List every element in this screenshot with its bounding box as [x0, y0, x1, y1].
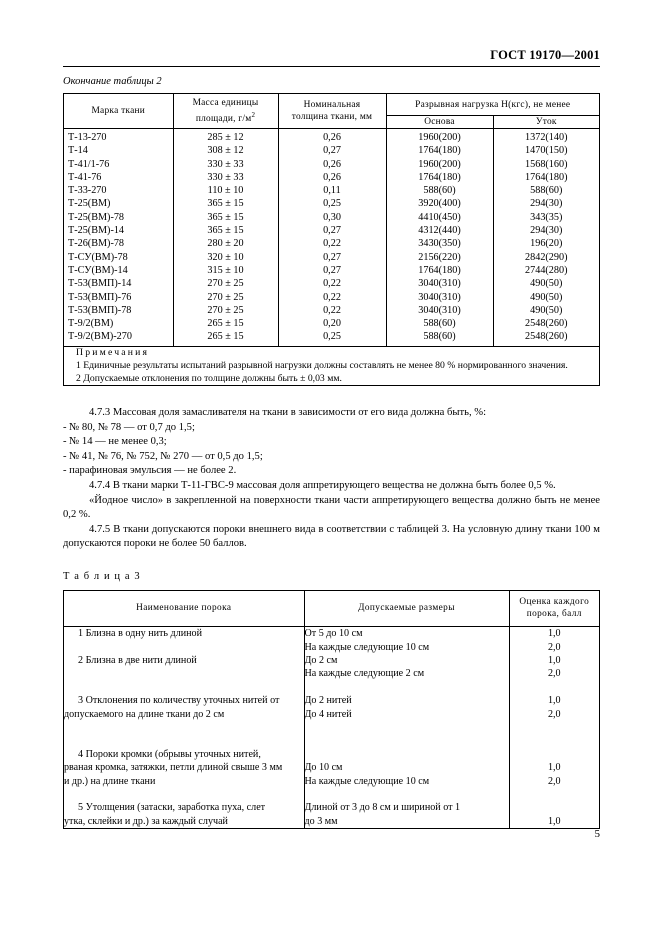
- table2-cell-warp: 4410(450): [386, 211, 493, 224]
- table2-caption: Окончание таблицы 2: [63, 76, 162, 87]
- table2-row: [64, 184, 599, 197]
- table2-cell-weft: 2744(280): [525, 264, 568, 276]
- table2-cell-thickness: 0,30: [278, 211, 386, 224]
- table2-cell-mass: 265 ± 15: [173, 317, 278, 330]
- table2-header-mass-line2: площади, г/м: [195, 114, 252, 125]
- table3-allowed-size-line: Длиной от 3 до 8 см и шириной от 1: [304, 802, 461, 814]
- table2-cell-thickness: 0,27: [278, 264, 386, 277]
- table2-cell-thickness: 0,26: [278, 129, 386, 145]
- table2-note-1: 1 Единичные результаты испытаний разрывной нагрузки должны составлять не менее 80 % нормированного значения.: [76, 360, 568, 372]
- table2-header-breaking-load: Разрывная нагрузка Н(кгс), не менее: [386, 94, 599, 116]
- clause-4-7-4: 4.7.4 В ткани марки Т-11-ГВС-9 массовая доля аппретирующего вещества не должна быть более 0,5 %.: [89, 480, 556, 491]
- table2-header-thickness-line2: толщина ткани, мм: [291, 112, 373, 122]
- layout-spacer: [305, 788, 509, 801]
- table2-header-weft: Уток: [493, 116, 599, 129]
- table3-header-score-line2: порока, балл: [526, 608, 582, 619]
- table2-cell-mass: 110 ± 10: [173, 184, 278, 197]
- table2-cell-brand: Т-41-76: [64, 171, 173, 184]
- table2-cell-weft: 294(30): [530, 198, 563, 210]
- table2-notes-title: Примечания: [76, 346, 150, 358]
- table3-row: [64, 681, 599, 721]
- table2-row: [64, 158, 599, 171]
- table3-defect-name-line: 5 Утолщения (затаски, заработка пуха, слет: [78, 802, 266, 814]
- table2-header-brand: Марка ткани: [64, 94, 173, 129]
- table2-cell-thickness: 0,22: [278, 277, 386, 290]
- table2-header-warp: Основа: [386, 116, 493, 129]
- table2-cell-thickness: 0,25: [278, 197, 386, 210]
- table2-cell-warp: 588(60): [386, 330, 493, 346]
- table3-cell-score: [509, 788, 599, 828]
- table2-cell-brand: Т-25(ВМ)-78: [64, 211, 173, 224]
- table3-cell-defect-name: [64, 681, 304, 721]
- table2-cell-warp: 588(60): [386, 317, 493, 330]
- table2-cell-thickness: 0,22: [278, 304, 386, 317]
- table3-score-line: [510, 801, 600, 814]
- table2-cell-weft: 1764(180): [525, 171, 568, 183]
- table3-defect-name-line: утка, склейки и др.) за каждый случай: [64, 815, 228, 827]
- table2-cell-weft: 1372(140): [525, 132, 568, 143]
- table3-cell-score: [509, 654, 599, 681]
- table3-cell-allowed-sizes: [304, 788, 509, 828]
- table2-cell-mass: 265 ± 15: [173, 330, 278, 346]
- table3-allowed-size-line: До 2 нитей: [304, 695, 352, 707]
- table3-score-line: 2,0: [547, 641, 561, 653]
- header-divider-rule: [63, 66, 600, 67]
- table2-cell-weft: 294(30): [530, 225, 563, 237]
- table2-cell-warp: 3430(350): [386, 237, 493, 250]
- layout-spacer: [305, 721, 509, 734]
- table2-cell-mass: 315 ± 10: [173, 264, 278, 277]
- table2-cell-thickness: 0,22: [278, 237, 386, 250]
- table3-body: [64, 627, 599, 829]
- table2-cell-warp: 4312(440): [386, 224, 493, 237]
- table2-cell-brand: Т-9/2(ВМ): [64, 317, 173, 330]
- layout-spacer: [510, 734, 600, 747]
- table2-cell-warp: 2156(220): [386, 251, 493, 264]
- table2-row: [64, 144, 599, 157]
- layout-spacer: [64, 681, 304, 694]
- clause-4-7-3-item-1: - № 80, № 78 — от 0,7 до 1,5;: [63, 421, 195, 433]
- layout-spacer: [64, 734, 304, 747]
- table2-cell-thickness: 0,11: [278, 184, 386, 197]
- table3-defect-name-line: 4 Пороки кромки (обрывы уточных нитей,: [78, 748, 261, 760]
- table2-cell-brand: Т-СУ(ВМ)-14: [64, 264, 173, 277]
- table3-header-group: [64, 591, 599, 627]
- layout-spacer: [510, 748, 600, 761]
- table3-cell-defect-name: [64, 654, 304, 681]
- table2-cell-mass: 365 ± 15: [173, 224, 278, 237]
- table2-notes-group: [64, 346, 599, 385]
- page-number: 5: [594, 828, 600, 840]
- table3-header-allowed-sizes: Допускаемые размеры: [304, 591, 509, 627]
- table2-cell-mass: 365 ± 15: [173, 197, 278, 210]
- table2-row: [64, 197, 599, 210]
- table2-cell-warp: 3920(400): [386, 197, 493, 210]
- clause-4-7-3-intro: 4.7.3 Массовая доля замасливателя на ткани в зависимости от его вида должна быть, %:: [89, 407, 487, 418]
- table2-body: [64, 129, 599, 347]
- table2-row: [64, 317, 599, 330]
- table3-score-line: 2,0: [547, 668, 561, 680]
- table2-cell-weft: 588(60): [530, 185, 563, 197]
- table2-notes-cell: [64, 346, 599, 385]
- table2-cell-warp: 1764(180): [386, 264, 493, 277]
- table3-row: [64, 627, 599, 654]
- table2-row: [64, 237, 599, 250]
- table2-cell-weft: 490(50): [530, 304, 563, 316]
- table3-score-line: 2,0: [547, 708, 561, 720]
- table2-cell-thickness: 0,22: [278, 291, 386, 304]
- table3-row: [64, 654, 599, 681]
- layout-spacer: [305, 681, 509, 694]
- table3-allowed-size-line: До 4 нитей: [304, 708, 352, 720]
- table2-cell-warp: 1960(200): [386, 129, 493, 145]
- table3-allowed-size-line: До 10 см: [304, 762, 343, 774]
- clause-4-7-3-item-2: - № 14 — не менее 0,3;: [63, 436, 167, 448]
- table2-cell-thickness: 0,20: [278, 317, 386, 330]
- table2-cell-thickness: 0,26: [278, 158, 386, 171]
- table2-cell-warp: 3040(310): [386, 291, 493, 304]
- table-2: [63, 93, 600, 386]
- table2-cell-brand: Т-26(ВМ)-78: [64, 237, 173, 250]
- table2-row: [64, 277, 599, 290]
- table2-row: [64, 251, 599, 264]
- table3-header-defect-name: Наименование порока: [64, 591, 304, 627]
- table2-cell-mass: 330 ± 33: [173, 171, 278, 184]
- clause-4-7-3-item-3: - № 41, № 76, № 752, № 270 — от 0,5 до 1,5;: [63, 450, 263, 462]
- table3-allowed-size-line: до 3 мм: [304, 815, 338, 827]
- layout-spacer: [64, 788, 304, 801]
- table2-cell-mass: 365 ± 15: [173, 211, 278, 224]
- table3-allowed-size-line: На каждые следующие 2 см: [304, 668, 425, 680]
- table2-row: [64, 304, 599, 317]
- table2-cell-warp: 3040(310): [386, 277, 493, 290]
- table3-cell-allowed-sizes: [304, 627, 509, 654]
- table3-cell-defect-name: [64, 627, 304, 654]
- table2-header-thickness: [278, 94, 386, 129]
- table2-cell-thickness: 0,27: [278, 251, 386, 264]
- table2-cell-warp: 1960(200): [386, 158, 493, 171]
- table3-score-line: 1,0: [547, 762, 561, 774]
- table2-row: [64, 330, 599, 346]
- table3-defect-name-line: 2 Близна в две нити длиной: [78, 655, 197, 666]
- table3-defect-name-line: 1 Близна в одну нить длиной: [78, 628, 202, 640]
- table2-cell-weft: 196(20): [530, 238, 563, 250]
- table2-header-mass-line1: Масса единицы: [192, 97, 259, 108]
- table2-cell-thickness: 0,27: [278, 144, 386, 157]
- table3-allowed-size-line: До 2 см: [304, 655, 338, 666]
- table3-score-line: 2,0: [547, 775, 561, 787]
- table2-cell-brand: Т-33-270: [64, 184, 173, 197]
- table2-cell-warp: 588(60): [386, 184, 493, 197]
- table3-header-score: [509, 591, 599, 627]
- table2-cell-brand: Т-53(ВМП)-14: [64, 277, 173, 290]
- table2-cell-weft: 2548(260): [525, 331, 568, 343]
- table2-cell-mass: 270 ± 25: [173, 277, 278, 290]
- table2-row: [64, 171, 599, 184]
- table2-cell-thickness: 0,27: [278, 224, 386, 237]
- table2-cell-weft: 2842(290): [525, 251, 568, 263]
- table3-cell-score: [509, 721, 599, 788]
- table2-cell-warp: 1764(180): [386, 171, 493, 184]
- table3-cell-allowed-sizes: [304, 721, 509, 788]
- table3-allowed-size-line: На каждые следующие 10 см: [304, 641, 430, 653]
- table2-cell-brand: Т-14: [64, 144, 173, 157]
- clause-4-7-4-iodine: «Йодное число» в закрепленной на поверхности ткани части аппретирующего вещества должно быть не менее 0,2 %.: [63, 494, 600, 521]
- table3-cell-score: [509, 681, 599, 721]
- table3-cell-defect-name: [64, 788, 304, 828]
- table2-cell-mass: 330 ± 33: [173, 158, 278, 171]
- table2-header-group: [64, 94, 599, 129]
- clause-4-7-4-block: [63, 479, 600, 552]
- table2-cell-brand: Т-41/1-76: [64, 158, 173, 171]
- table3-score-line: 1,0: [547, 655, 561, 666]
- layout-spacer: [305, 748, 509, 761]
- table2-cell-mass: 280 ± 20: [173, 237, 278, 250]
- table2-cell-brand: Т-25(ВМ)-14: [64, 224, 173, 237]
- layout-spacer: [305, 734, 509, 747]
- table2-cell-thickness: 0,25: [278, 330, 386, 346]
- table2-row: [64, 291, 599, 304]
- table2-cell-brand: Т-53(ВМП)-78: [64, 304, 173, 317]
- table2-cell-weft: 2548(260): [525, 318, 568, 330]
- table3-allowed-size-line: От 5 до 10 см: [304, 628, 363, 640]
- table3-score-line: 1,0: [547, 815, 561, 827]
- table2-header-thickness-line1: Номинальная: [303, 100, 361, 110]
- table2-cell-weft: 1568(160): [525, 158, 568, 170]
- table3-allowed-size-line: На каждые следующие 10 см: [304, 775, 430, 787]
- table3-cell-allowed-sizes: [304, 654, 509, 681]
- table3-row: [64, 721, 599, 788]
- table2-cell-warp: 1764(180): [386, 144, 493, 157]
- table2-cell-mass: 308 ± 12: [173, 144, 278, 157]
- layout-spacer: [510, 681, 600, 694]
- table2-cell-warp: 3040(310): [386, 304, 493, 317]
- standard-number-header: ГОСТ 19170—2001: [490, 48, 600, 62]
- table2-row: [64, 224, 599, 237]
- table2-row: [64, 264, 599, 277]
- table3-cell-allowed-sizes: [304, 681, 509, 721]
- table2-row: [64, 211, 599, 224]
- table3-defect-name-line: 3 Отклонения по количеству уточных нитей от: [78, 695, 280, 707]
- table2-cell-mass: 270 ± 25: [173, 304, 278, 317]
- table2-cell-weft: 490(50): [530, 291, 563, 303]
- table3-caption: Т а б л и ц а 3: [63, 571, 141, 582]
- table3-score-line: 1,0: [547, 628, 561, 640]
- table2-cell-mass: 270 ± 25: [173, 291, 278, 304]
- table2-note-2: 2 Допускаемые отклонения по толщине должны быть ± 0,03 мм.: [76, 372, 342, 384]
- layout-spacer: [510, 721, 600, 734]
- table3-defect-name-line: рваная кромка, затяжки, петли длиной свыше 3 мм: [64, 762, 283, 774]
- table2-cell-brand: Т-25(ВМ): [64, 197, 173, 210]
- table2-header-mass: [173, 94, 278, 129]
- layout-spacer: [510, 788, 600, 801]
- layout-spacer: [64, 721, 304, 734]
- table2-cell-weft: 1470(150): [525, 145, 568, 157]
- clause-4-7-3-item-4: - парафиновая эмульсия — не более 2.: [63, 465, 237, 477]
- table2-row: [64, 129, 599, 145]
- table2-cell-weft: 343(35): [530, 211, 563, 223]
- table2-cell-mass: 285 ± 12: [173, 129, 278, 145]
- table3-cell-defect-name: [64, 721, 304, 788]
- table2-cell-thickness: 0,26: [278, 171, 386, 184]
- table2-cell-brand: Т-СУ(ВМ)-78: [64, 251, 173, 264]
- table2-cell-brand: Т-9/2(ВМ)-270: [64, 330, 173, 346]
- table2-cell-brand: Т-53(ВМП)-76: [64, 291, 173, 304]
- table2-header-mass-sup: 2: [251, 110, 256, 119]
- table3-row: [64, 788, 599, 828]
- table3-header-score-line1: Оценка каждого: [519, 597, 590, 607]
- table-3: [63, 590, 600, 829]
- table3-cell-score: [509, 627, 599, 654]
- table2-cell-mass: 320 ± 10: [173, 251, 278, 264]
- clause-4-7-5: 4.7.5 В ткани допускаются пороки внешнего вида в соответствии с таблицей 3. На условную длину ткани 100 м допускаются пороки не более 50 баллов.: [63, 523, 600, 550]
- clause-4-7-3-block: [63, 406, 600, 479]
- table2-cell-weft: 490(50): [530, 278, 563, 290]
- table2-cell-brand: Т-13-270: [64, 129, 173, 145]
- table3-score-line: 1,0: [547, 695, 561, 707]
- table3-defect-name-line: допускаемого на длине ткани до 2 см: [64, 708, 225, 720]
- table3-defect-name-line: и др.) на длине ткани: [64, 775, 156, 787]
